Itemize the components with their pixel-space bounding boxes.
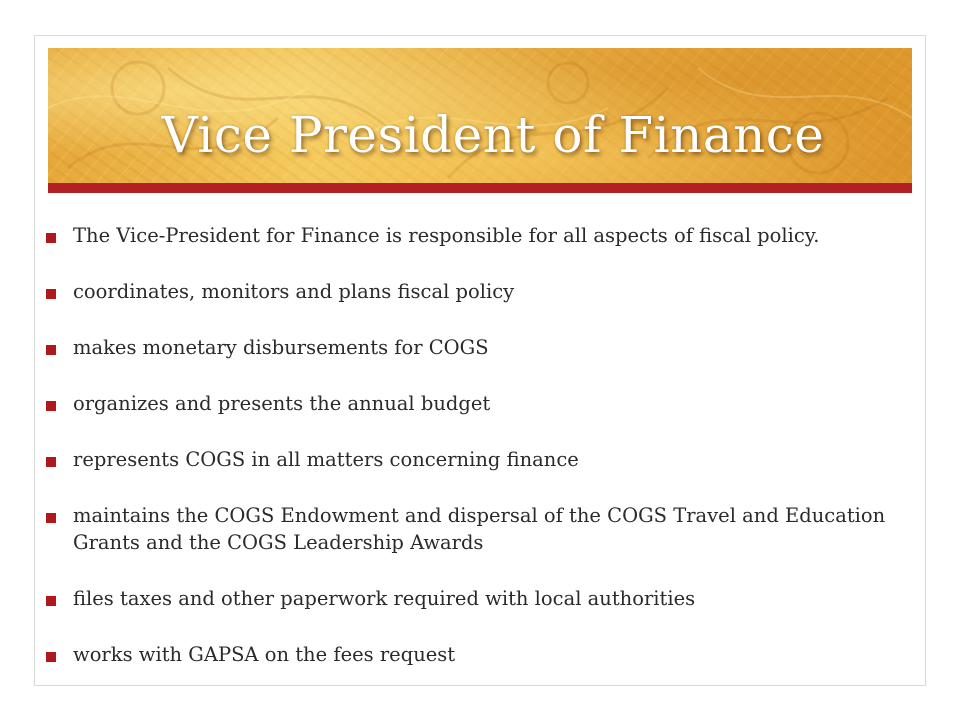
slide-title: Vice President of Finance [161,106,825,164]
list-item [46,390,926,417]
bullet-text: represents COGS in all matters concerning finance [73,448,579,471]
banner-stripe [48,183,912,193]
list-item [46,278,926,305]
bullet-text: makes monetary disbursements for COGS [73,336,489,359]
list-item [46,502,913,556]
list-item [46,222,926,249]
square-bullet-icon [46,652,56,662]
bullet-text: coordinates, monitors and plans fiscal policy [73,280,515,303]
list-item [46,334,926,361]
title-banner [48,48,912,193]
bullet-text: works with GAPSA on the fees request [73,643,456,666]
bullet-text: files taxes and other paperwork required with local authorities [73,587,696,610]
list-item [46,585,926,612]
square-bullet-icon [46,401,56,411]
list-item [46,446,926,473]
square-bullet-icon [46,513,56,523]
bullet-text: The Vice-President for Finance is responsible for all aspects of fiscal policy. [73,224,820,247]
bullet-text: maintains the COGS Endowment and dispersal of the COGS Travel and Education Grants and the COGS Leadership Awards [73,504,886,554]
square-bullet-icon [46,289,56,299]
square-bullet-icon [46,457,56,467]
square-bullet-icon [46,596,56,606]
bullet-list [46,222,926,697]
bullet-text: organizes and presents the annual budget [73,392,491,415]
square-bullet-icon [46,345,56,355]
list-item [46,641,926,668]
square-bullet-icon [46,233,56,243]
